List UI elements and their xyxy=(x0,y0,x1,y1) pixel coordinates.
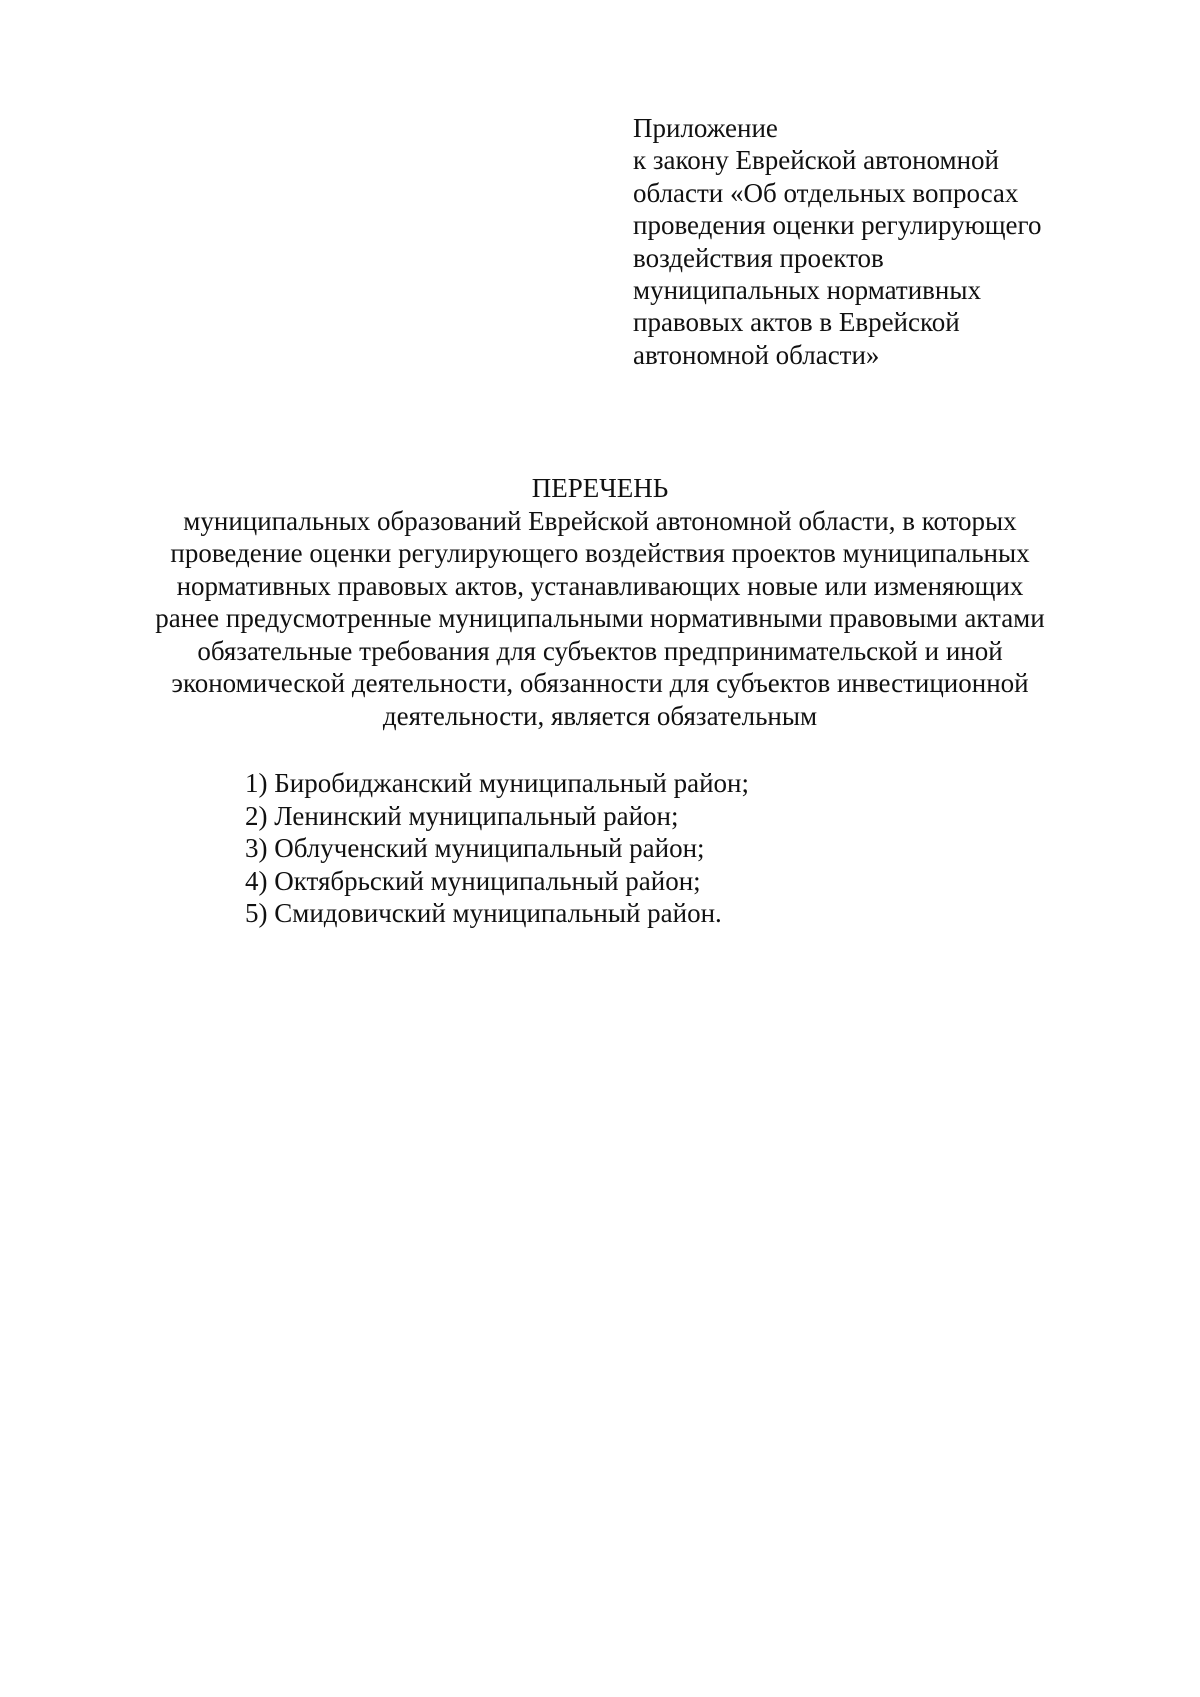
district-list xyxy=(245,767,749,930)
document-title xyxy=(150,472,1050,732)
title-heading: ПЕРЕЧЕНЬ xyxy=(531,473,669,503)
list-item: 4) Октябрьский муниципальный район; xyxy=(245,865,701,896)
appendix-line: автономной области» xyxy=(633,339,880,370)
appendix-line: муниципальных нормативных xyxy=(633,275,981,306)
list-item: 2) Ленинский муниципальный район; xyxy=(245,800,679,831)
title-line: экономической деятельности, обязанности для субъектов инвестиционной xyxy=(171,668,1029,698)
appendix-line: правовых актов в Еврейской xyxy=(633,307,960,338)
title-line: ранее предусмотренные муниципальными нормативными правовыми актами xyxy=(155,603,1045,633)
title-line: нормативных правовых актов, устанавливающих новые или изменяющих xyxy=(176,570,1024,601)
list-item: 5) Смидовичский муниципальный район. xyxy=(245,898,722,928)
appendix-line: проведения оценки регулирующего xyxy=(633,210,1042,241)
appendix-line: области «Об отдельных вопросах xyxy=(633,177,1019,208)
title-line: муниципальных образований Еврейской автономной области, в которых xyxy=(183,505,1017,536)
appendix-line: воздействия проектов xyxy=(633,242,884,273)
title-line: проведение оценки регулирующего воздействия проектов муниципальных xyxy=(170,538,1030,568)
appendix-line: Приложение xyxy=(633,113,778,143)
list-item: 3) Облученский муниципальный район; xyxy=(245,833,705,863)
title-line: деятельности, является обязательным xyxy=(382,700,818,731)
appendix-line: к закону Еврейской автономной xyxy=(633,145,999,176)
appendix-block xyxy=(633,112,1153,371)
list-item: 1) Биробиджанский муниципальный район; xyxy=(245,768,749,798)
title-line: обязательные требования для субъектов предпринимательской и иной xyxy=(197,635,1003,666)
